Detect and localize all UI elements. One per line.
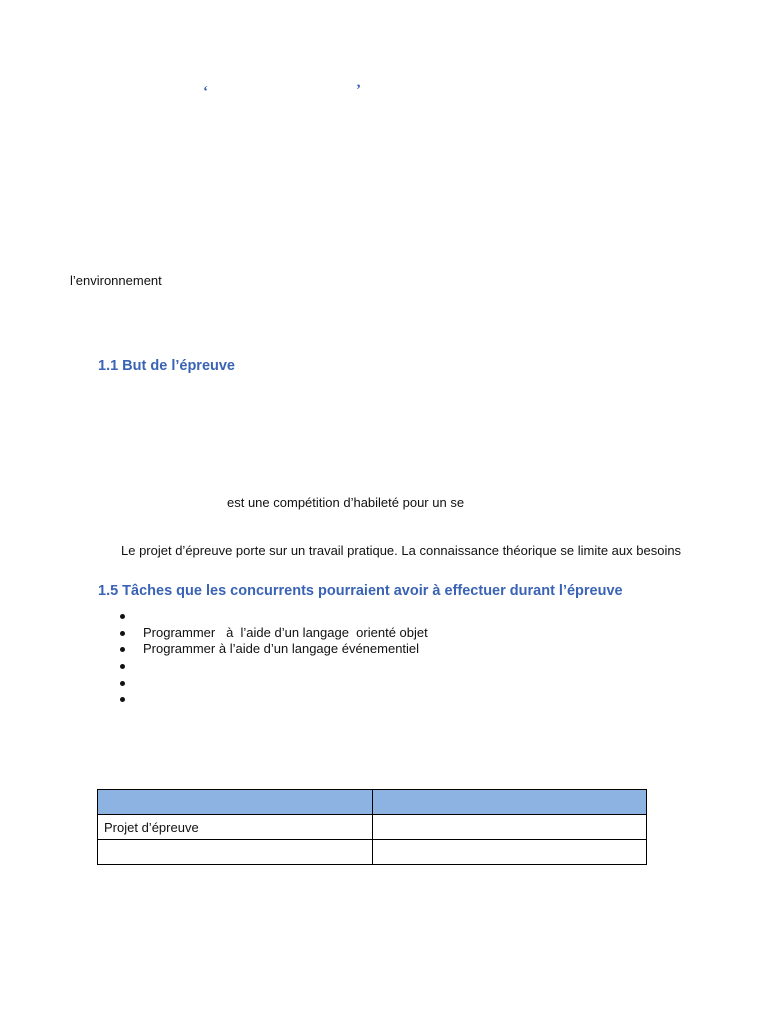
bullet-icon	[120, 647, 125, 652]
table-cell	[98, 840, 373, 865]
table-row	[98, 815, 647, 840]
bullet-icon	[120, 631, 125, 636]
table-row	[98, 840, 647, 865]
table-header-cell	[98, 790, 373, 815]
bullet-icon	[120, 614, 125, 619]
table-header-row	[98, 790, 647, 815]
paragraph-project-description: Le projet d’épreuve porte sur un travail pratique. La connaissance théorique se limite aux besoins	[121, 543, 682, 558]
paragraph-environment: l’environnement	[70, 273, 162, 288]
list-item	[119, 608, 428, 625]
table-cell	[373, 840, 647, 865]
heading-1-1-purpose: 1.1 But de l’épreuve	[98, 358, 235, 374]
task-bullet-list	[119, 608, 428, 708]
table-cell: Projet d’épreuve	[98, 815, 373, 840]
heading-1-5-tasks: 1.5 Tâches que les concurrents pourraient avoir à effectuer durant l’épreuve	[98, 583, 623, 599]
closing-quote-mark: ’	[356, 82, 361, 98]
bullet-icon	[120, 664, 125, 669]
table-header-cell	[373, 790, 647, 815]
list-item	[119, 675, 428, 692]
list-item-text: Programmer à l’aide d’un langage événementiel	[143, 641, 420, 657]
bullet-icon	[120, 681, 125, 686]
table-cell	[373, 815, 647, 840]
paragraph-competition: est une compétition d’habileté pour un se	[227, 495, 465, 510]
list-item	[119, 641, 428, 658]
list-item	[119, 625, 428, 642]
opening-quote-mark: ‘	[203, 84, 208, 100]
list-item	[119, 658, 428, 675]
list-item	[119, 691, 428, 708]
bullet-icon	[120, 697, 125, 702]
list-item-text: Programmer à l’aide d’un langage orienté objet	[143, 624, 428, 640]
project-table	[97, 789, 647, 865]
